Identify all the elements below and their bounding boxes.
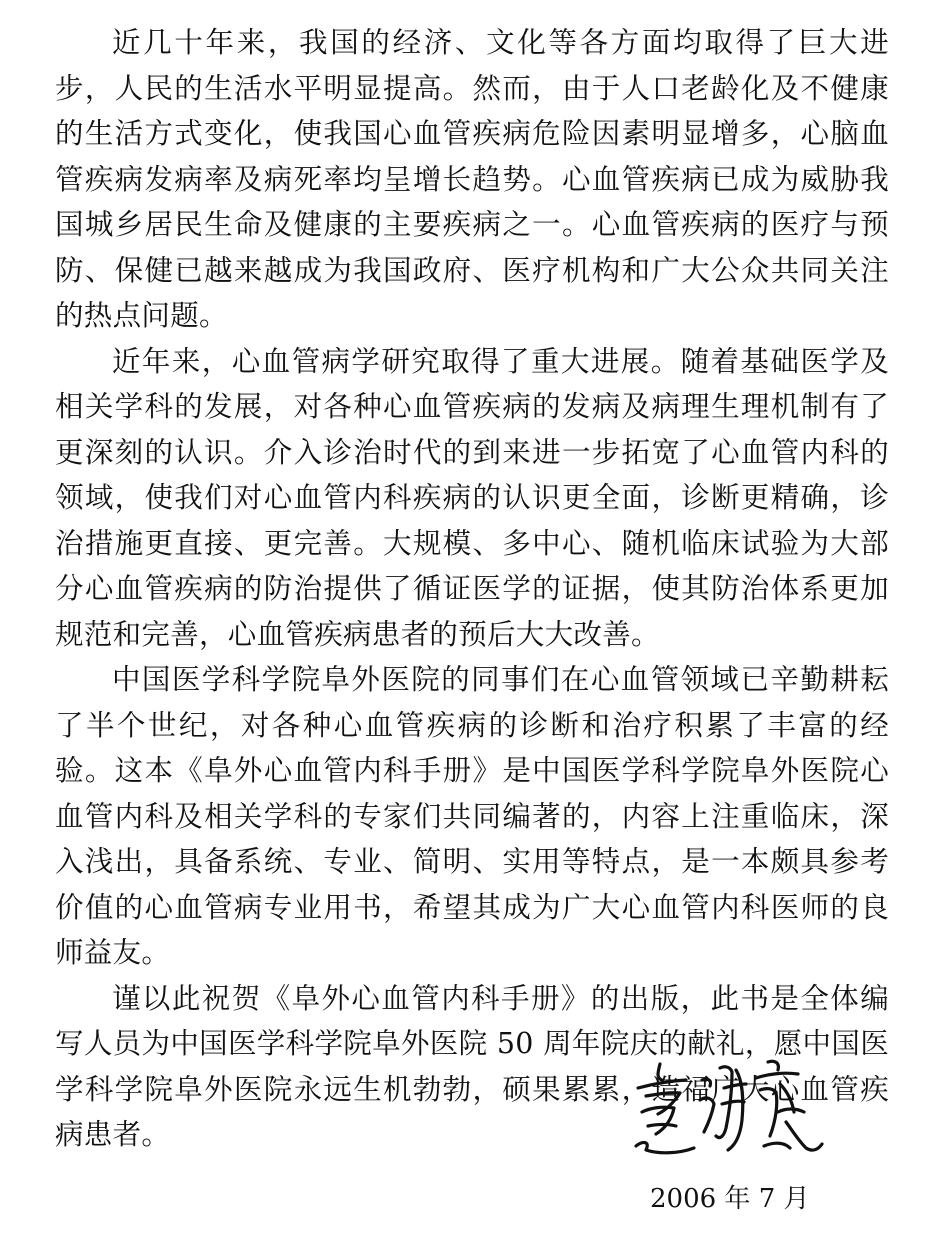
handwritten-signature xyxy=(628,1050,828,1165)
paragraph: 近几十年来，我国的经济、文化等各方面均取得了巨大进步，人民的生活水平明显提高。然而，由于人口老龄化及不健康的生活方式变化，使我国心血管疾病危险因素明显增多，心脑血管疾病发病率及病死率均呈增长趋势。心血管疾病已成为威胁我国城乡居民生命及健康的主要疾病之一。心血管疾病的医疗与预防、保健已越来越成为我国政府、医疗机构和广大公众共同关注的热点问题。 xyxy=(55,26,889,332)
paragraph: 中国医学科学院阜外医院的同事们在心血管领域已辛勤耕耘了半个世纪，对各种心血管疾病的诊断和治疗积累了丰富的经验。这本《阜外心血管内科手册》是中国医学科学院阜外医院心血管内科及相关学科的专家们共同编著的，内容上注重临床，深入浅出，具备系统、专业、简明、实用等特点，是一本颇具参考价值的心血管病专业用书，希望其成为广大心血管内科医师的良师益友。 xyxy=(55,663,889,969)
preface-body xyxy=(55,20,889,1158)
date-line: 2006 年 7 月 xyxy=(650,1184,810,1214)
signature-strokes xyxy=(628,1050,828,1165)
paragraph: 谨以此祝贺《阜外心血管内科手册》的出版，此书是全体编写人员为中国医学科学院阜外医院 50 周年院庆的献礼，愿中国医学科学院阜外医院永远生机勃勃，硕果累累，造福广大心血管疾病患者。 xyxy=(55,981,889,1151)
paragraph: 近年来，心血管病学研究取得了重大进展。随着基础医学及相关学科的发展，对各种心血管疾病的发病及病理生理机制有了更深刻的认识。介入诊治时代的到来进一步拓宽了心血管内科的领域，使我们对心血管内科疾病的认识更全面，诊断更精确，诊治措施更直接、更完善。大规模、多中心、随机临床试验为大部分心血管疾病的防治提供了循证医学的证据，使其防治体系更加规范和完善，心血管疾病患者的预后大大改善。 xyxy=(55,344,889,651)
